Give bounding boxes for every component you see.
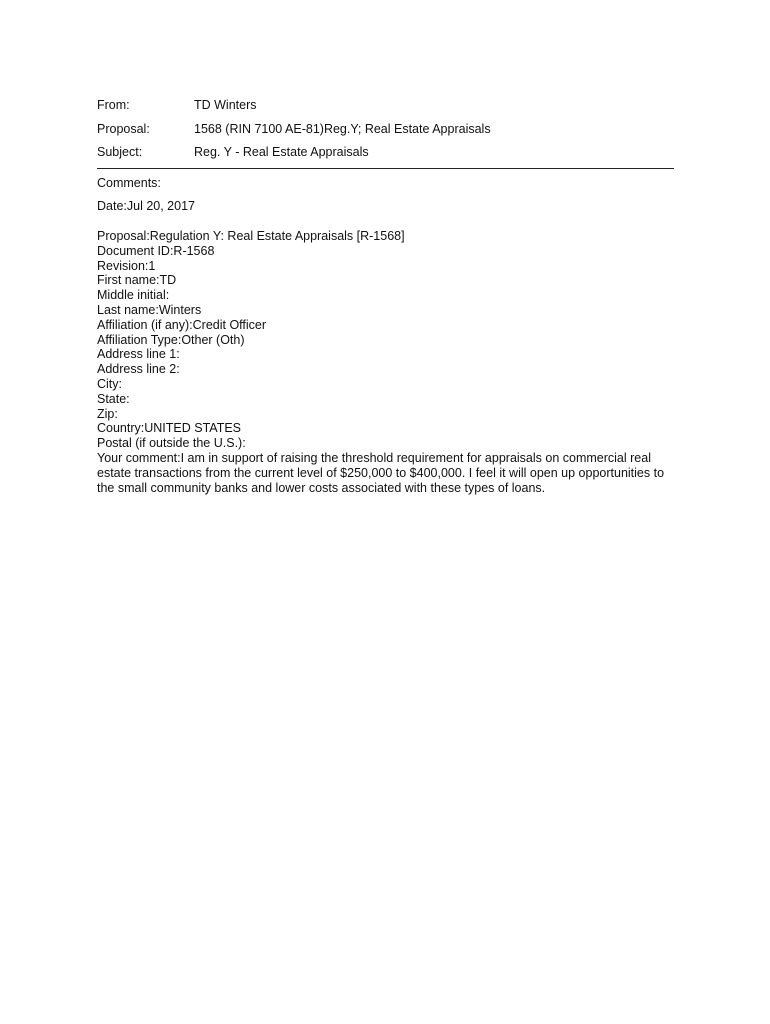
memo-header <box>97 98 674 169</box>
field-middle-initial: Middle initial: <box>97 288 170 303</box>
form-fields <box>97 229 677 495</box>
field-last-name: Last name:Winters <box>97 302 202 317</box>
field-postal: Postal (if outside the U.S.): <box>97 436 246 451</box>
from-row <box>97 98 674 122</box>
subject-value: Reg. Y - Real Estate Appraisals <box>194 145 369 159</box>
field-document-id: Document ID:R-1568 <box>97 243 215 258</box>
field-zip: Zip: <box>97 406 118 421</box>
header-divider <box>97 168 674 169</box>
proposal-label: Proposal: <box>97 121 150 136</box>
field-state: State: <box>97 391 130 406</box>
field-affiliation-type: Affiliation Type:Other (Oth) <box>97 332 245 347</box>
field-country: Country:UNITED STATES <box>97 421 242 436</box>
field-first-name: First name:TD <box>97 273 177 288</box>
from-label: From: <box>97 98 130 112</box>
comment-text-line: Your comment:I am in support of raising the threshold requirement for appraisals on commercial real <box>97 450 651 465</box>
proposal-row <box>97 122 674 146</box>
date-line: Date:Jul 20, 2017 <box>97 199 195 213</box>
field-address-line-1: Address line 1: <box>97 347 180 362</box>
field-city: City: <box>97 376 122 391</box>
field-address-line-2: Address line 2: <box>97 362 180 377</box>
subject-label: Subject: <box>97 145 143 159</box>
comments-label: Comments: <box>97 176 161 190</box>
proposal-value: 1568 (RIN 7100 AE-81)Reg.Y; Real Estate Appraisals <box>194 121 491 136</box>
field-proposal: Proposal:Regulation Y: Real Estate Appraisals [R-1568] <box>97 229 405 243</box>
field-affiliation: Affiliation (if any):Credit Officer <box>97 317 267 332</box>
comment-text-line: estate transactions from the current level of $250,000 to $400,000. I feel it will open up opportunities to <box>97 465 665 480</box>
field-revision: Revision:1 <box>97 258 156 273</box>
subject-row <box>97 145 674 169</box>
comment-text-line: the small community banks and lower costs associated with these types of loans. <box>97 480 546 495</box>
from-value: TD Winters <box>194 98 257 112</box>
